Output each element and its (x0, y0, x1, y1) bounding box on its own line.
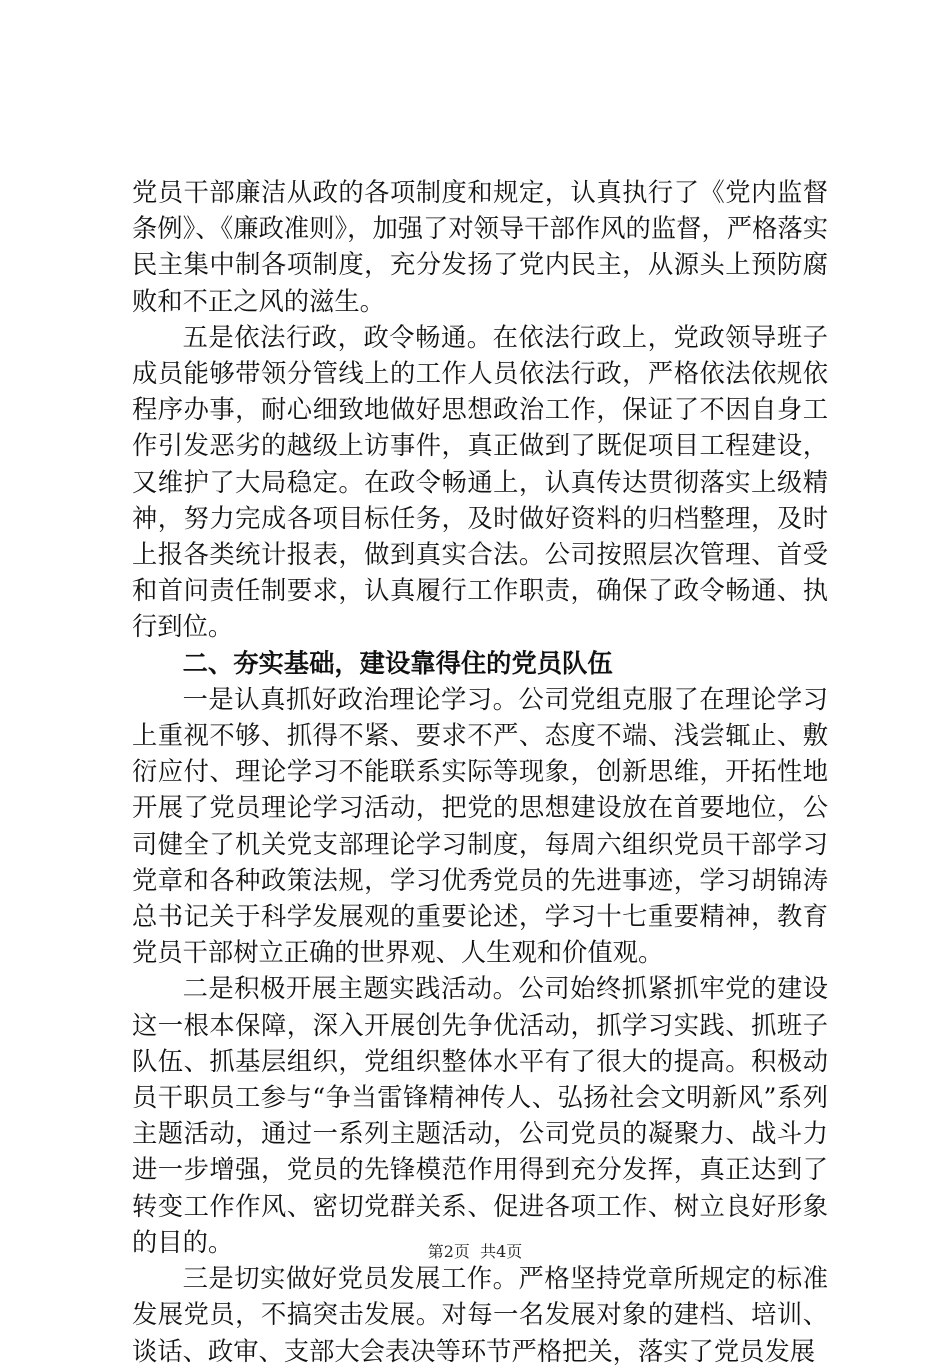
paragraph-continuation: 党员干部廉洁从政的各项制度和规定，认真执行了《党内监督条例》、《廉政准则》，加强了对领导干部作风的监督，严格落实民主集中制各项制度，充分发扬了党内民主，从源头上预防腐败和不正之风的滋生。 (132, 178, 828, 316)
paragraph-three-member-development: 三是切实做好党员发展工作。严格坚持党章所规定的标准发展党员，不搞突击发展。对每一名发展对象的建档、培训、谈话、政审、支部大会表决等环节严格把关，落实了党员发展 (132, 1264, 828, 1366)
paragraph-one-theory-study: 一是认真抓好政治理论学习。公司党组克服了在理论学习上重视不够、抓得不紧、要求不严、态度不端、浅尝辄止、敷衍应付、理论学习不能联系实际等现象，创新思维，开拓性地开展了党员理论学习活动，把党的思想建设放在首要地位，公司健全了机关党支部理论学习制度，每周六组织党员干部学习党章和各种政策法规，学习优秀党员的先进事迹，学习胡锦涛总书记关于科学发展观的重要论述，学习十七重要精神，教育党员干部树立正确的世界观、人生观和价值观。 (132, 684, 828, 968)
paragraph-two-theme-practice: 二是积极开展主题实践活动。公司始终抓紧抓牢党的建设这一根本保障，深入开展创先争优活动，抓学习实践、抓班子队伍、抓基层组织，党组织整体水平有了很大的提高。积极动员干职员工参与“争当雷锋精神传人、弘扬社会文明新风”系列主题活动，通过一系列主题活动，公司党员的凝聚力、战斗力进一步增强，党员的先锋模范作用得到充分发挥，真正达到了转变工作作风、密切党群关系、促进各项工作、树立良好形象的目的。 (132, 974, 828, 1257)
page-footer (0, 1242, 950, 1262)
paragraph-five-law-administration: 五是依法行政，政令畅通。在依法行政上，党政领导班子成员能够带领分管线上的工作人员依法行政，严格依法依规依程序办事，耐心细致地做好思想政治工作，保证了不因自身工作引发恶劣的越级上访事件，真正做到了既促项目工程建设，又维护了大局稳定。在政令畅通上，认真传达贯彻落实上级精神，努力完成各项目标任务，及时做好资料的归档整理，及时上报各类统计报表，做到真实合法。公司按照层次管理、首受和首问责任制要求，认真履行工作职责，确保了政令畅通、执行到位。 (132, 322, 828, 642)
section-heading: 二、夯实基础，建设靠得住的党员队伍 (182, 648, 613, 678)
document-body (132, 175, 828, 1370)
page-number: 第2页 共4页 (427, 1242, 523, 1261)
